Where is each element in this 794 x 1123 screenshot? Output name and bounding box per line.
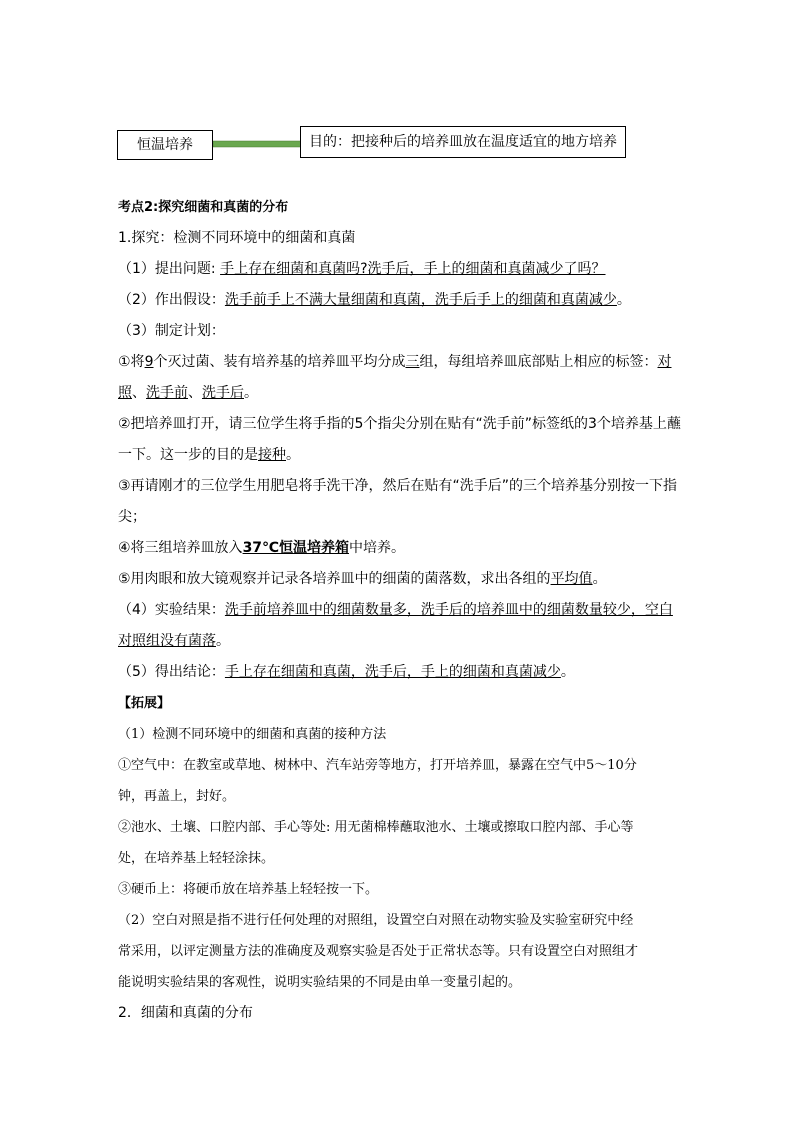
extension-1b: ②池水、土壤、口腔内部、手心等处: 用无菌棉棒蘸取池水、土壤或擦取口腔内部、手心等 [118, 820, 634, 835]
document-body [118, 192, 681, 1029]
underlined-answer: 对 [657, 354, 672, 370]
underlined-answer: 对照组没有菌落 [118, 633, 216, 649]
underlined-answer: 洗手前 [146, 385, 188, 401]
punct: 。 [616, 292, 631, 308]
label: （2）作出假设： [118, 292, 225, 308]
step-1-cont [118, 378, 678, 409]
step-2-cont [118, 440, 678, 471]
paragraph-result [118, 595, 678, 626]
underlined-answer: 照 [118, 385, 132, 401]
text: 、 [188, 385, 202, 401]
underlined-answer: 三 [405, 354, 420, 370]
paragraph-result-cont [118, 626, 678, 657]
underlined-answer: 手上存在细菌和真菌，洗手后，手上的细菌和真菌减少 [224, 664, 561, 680]
flow-box-left: 恒温培养 [117, 130, 213, 160]
step-5 [118, 564, 678, 595]
text: 。 [286, 447, 300, 463]
text: 、 [132, 385, 146, 401]
step-1 [118, 347, 678, 378]
text: ①将 [118, 354, 145, 370]
extension-item-2: （2）空白对照是指不进行任何处理的对照组，设置空白对照在动物实验及实验室研究中经 [118, 913, 634, 928]
paragraph-question [118, 254, 678, 285]
text: 。 [592, 571, 607, 587]
label: （4）实验结果： [118, 602, 225, 618]
text: 中培养。 [349, 540, 405, 556]
punct: 。 [216, 633, 230, 649]
extension-1c: ③硬币上：将硬币放在培养基上轻轻按一下。 [118, 882, 379, 897]
text: 一下。这一步的目的是 [118, 447, 258, 463]
paragraph-hypothesis [118, 285, 678, 316]
paragraph-plan: （3）制定计划： [118, 323, 225, 339]
paragraph-conclusion [118, 657, 678, 688]
flow-diagram [117, 126, 637, 162]
label: （1）提出问题: [118, 261, 221, 277]
section-title-2: 2．细菌和真菌的分布 [118, 1005, 253, 1021]
section-heading-kd2: 考点2:探究细菌和真菌的分布 [118, 200, 289, 215]
underlined-answer: 洗手前手上不满大量细菌和真菌，洗手后手上的细菌和真菌减少 [224, 292, 617, 308]
underlined-answer: 37℃恒温培养箱 [242, 540, 349, 556]
step-3-cont: 尖； [118, 509, 146, 525]
text: 个灭过菌、装有培养基的培养皿平均分成 [153, 354, 406, 370]
extension-1b-cont: 处，在培养基上轻轻涂抹。 [118, 851, 275, 866]
text: ⑤用肉眼和放大镜观察并记录各培养皿中的细菌的菌落数，求出各组的 [118, 571, 551, 587]
extension-1a: ①空气中：在教室或草地、树林中、汽车站旁等地方，打开培养皿，暴露在空气中5～10分 [118, 758, 637, 773]
section-title-1: 1.探究：检测不同环境中的细菌和真菌 [118, 230, 356, 246]
underlined-answer: 洗手前培养皿中的细菌数量多，洗手后的培养皿中的细菌数量较少，空白 [224, 602, 673, 618]
extension-1a-cont: 钟，再盖上，封好。 [118, 789, 236, 804]
underlined-answer: 平均值 [550, 571, 593, 587]
text: 组，每组培养皿底部贴上相应的标签： [419, 354, 658, 370]
underlined-answer: 手上存在细菌和真菌吗?洗手后，手上的细菌和真菌减少了吗？ [220, 261, 606, 277]
step-3: ③再请刚才的三位学生用肥皂将手洗干净，然后在贴有“洗手后”的三个培养基分别按一下指 [118, 478, 678, 494]
step-4 [118, 533, 678, 564]
extension-item-2-cont2: 能说明实验结果的客观性，说明实验结果的不同是由单一变量引起的。 [118, 975, 522, 990]
underlined-answer: 接种 [258, 447, 286, 463]
extension-item-1: （1）检测不同环境中的细菌和真菌的接种方法 [118, 727, 387, 742]
extension-item-2-cont: 常采用，以评定测量方法的准确度及观察实验是否处于正常状态等。只有设置空白对照组才 [118, 944, 639, 959]
punct: 。 [560, 664, 575, 680]
underlined-answer: 洗手后 [202, 385, 244, 401]
label: （5）得出结论： [118, 664, 225, 680]
underlined-answer: 9 [144, 354, 154, 370]
text: ④将三组培养皿放入 [118, 540, 243, 556]
text: 。 [244, 385, 258, 401]
flow-box-right: 目的：把接种后的培养皿放在温度适宜的地方培养 [300, 126, 626, 158]
extension-heading: 【拓展】 [118, 696, 171, 711]
step-2: ②把培养皿打开，请三位学生将手指的5个指尖分别在贴有“洗手前”标签纸的3个培养基上蘸 [118, 416, 681, 432]
